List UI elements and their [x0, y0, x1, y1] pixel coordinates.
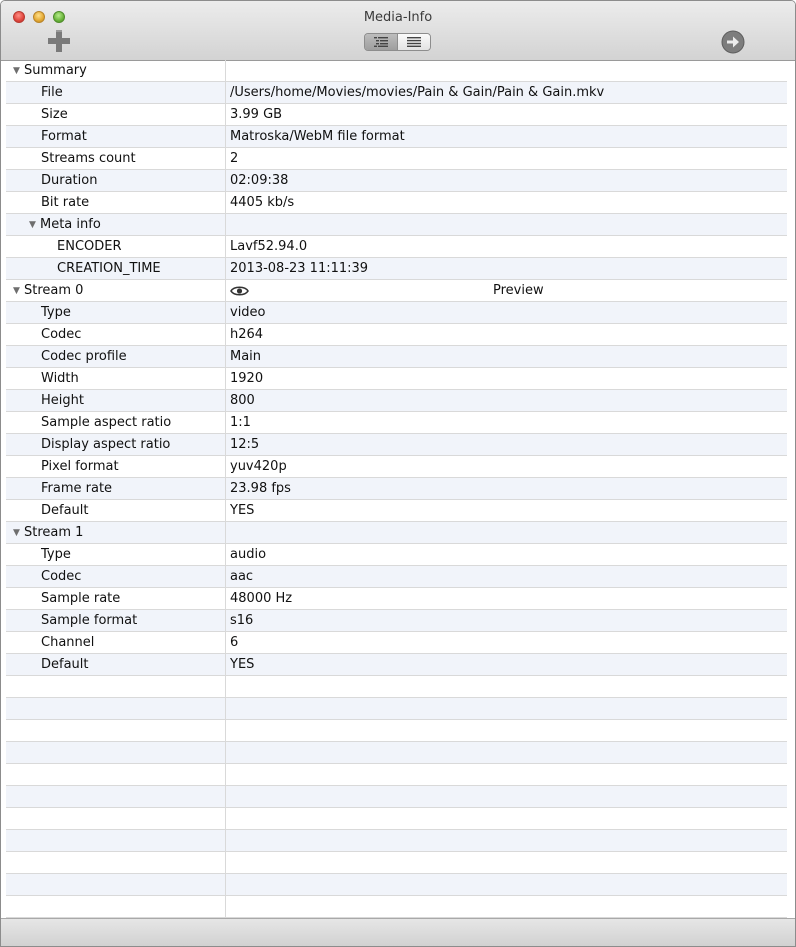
- go-forward-button[interactable]: [721, 30, 745, 54]
- outline-view-button[interactable]: [365, 34, 398, 50]
- window-bottom-bar: [1, 918, 795, 947]
- empty-row: [6, 830, 787, 852]
- table-row[interactable]: File /Users/home/Movies/movies/Pain & Gain/Pain & Gain.mkv: [6, 82, 787, 104]
- title-bar: [1, 1, 795, 61]
- table-row[interactable]: Bit rate 4405 kb/s: [6, 192, 787, 214]
- arrow-right-circle-icon: [721, 30, 745, 54]
- empty-row: [6, 852, 787, 874]
- add-button[interactable]: [45, 29, 73, 53]
- preview-label[interactable]: Preview: [493, 283, 544, 298]
- table-row[interactable]: Streams count 2: [6, 148, 787, 170]
- table-row[interactable]: Codec profile Main: [6, 346, 787, 368]
- table-row[interactable]: Default YES: [6, 500, 787, 522]
- table-row[interactable]: Height 800: [6, 390, 787, 412]
- table-row[interactable]: Format Matroska/WebM file format: [6, 126, 787, 148]
- disclosure-triangle-icon[interactable]: ▼: [13, 66, 20, 76]
- table-row[interactable]: Width 1920: [6, 368, 787, 390]
- table-row[interactable]: Type video: [6, 302, 787, 324]
- table-row[interactable]: Sample rate 48000 Hz: [6, 588, 787, 610]
- group-row-stream-0[interactable]: ▼ Stream 0 Preview: [6, 280, 787, 302]
- plus-icon: [45, 29, 73, 53]
- table-row[interactable]: Codec h264: [6, 324, 787, 346]
- outline-view-icon: [374, 37, 388, 47]
- preview-cell[interactable]: [227, 280, 787, 301]
- table-row[interactable]: Type audio: [6, 544, 787, 566]
- table-row[interactable]: ENCODER Lavf52.94.0: [6, 236, 787, 258]
- empty-row: [6, 764, 787, 786]
- empty-row: [6, 786, 787, 808]
- view-mode-segmented-control[interactable]: [364, 33, 431, 51]
- table-row[interactable]: Display aspect ratio 12:5: [6, 434, 787, 456]
- table-row[interactable]: CREATION_TIME 2013-08-23 11:11:39: [6, 258, 787, 280]
- window-title: Media-Info: [363, 10, 433, 25]
- table-row[interactable]: Size 3.99 GB: [6, 104, 787, 126]
- table-row[interactable]: Pixel format yuv420p: [6, 456, 787, 478]
- group-row-stream-1[interactable]: ▼ Stream 1: [6, 522, 787, 544]
- empty-row: [6, 808, 787, 830]
- list-view-icon: [407, 37, 421, 47]
- disclosure-triangle-icon[interactable]: ▼: [29, 220, 36, 230]
- table-row[interactable]: Default YES: [6, 654, 787, 676]
- empty-row: [6, 720, 787, 742]
- empty-row: [6, 874, 787, 896]
- table-row[interactable]: Sample format s16: [6, 610, 787, 632]
- media-info-outline: [6, 60, 787, 918]
- disclosure-triangle-icon[interactable]: ▼: [13, 286, 20, 296]
- empty-row: [6, 698, 787, 720]
- eye-icon[interactable]: [230, 285, 249, 297]
- list-view-button[interactable]: [398, 34, 430, 50]
- disclosure-triangle-icon[interactable]: ▼: [13, 528, 20, 538]
- group-row-summary[interactable]: ▼ Summary: [6, 60, 787, 82]
- table-row[interactable]: Duration 02:09:38: [6, 170, 787, 192]
- group-row-meta-info[interactable]: ▼ Meta info: [6, 214, 787, 236]
- table-row[interactable]: Frame rate 23.98 fps: [6, 478, 787, 500]
- table-row[interactable]: Codec aac: [6, 566, 787, 588]
- empty-row: [6, 896, 787, 918]
- empty-row: [6, 742, 787, 764]
- table-row[interactable]: Channel 6: [6, 632, 787, 654]
- table-row[interactable]: Sample aspect ratio 1:1: [6, 412, 787, 434]
- empty-row: [6, 676, 787, 698]
